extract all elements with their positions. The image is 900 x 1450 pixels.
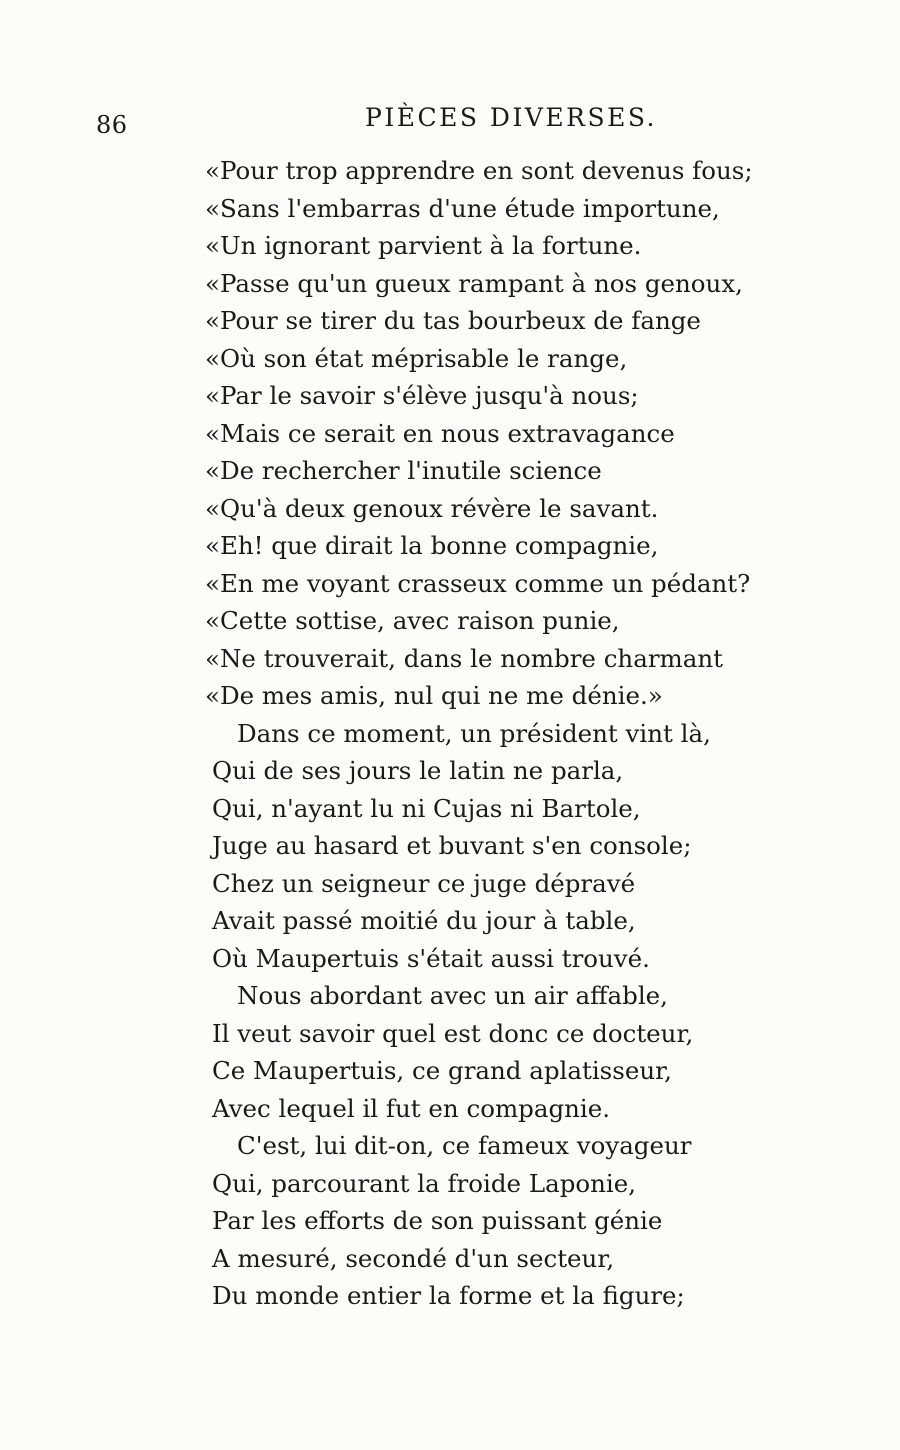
verse-line: «Par le savoir s'élève jusqu'à nous; [205,381,639,410]
verse-line: Ce Maupertuis, ce grand aplatisseur, [212,1056,672,1085]
verse-line: «Sans l'embarras d'une étude importune, [205,193,720,223]
verse-line: Avait passé moitié du jour à table, [212,906,636,935]
verse-line: «Pour se tirer du tas bourbeux de fange [205,306,701,335]
verse-line: «De rechercher l'inutile science [205,456,602,485]
verse-line: «Où son état méprisable le range, [205,343,628,373]
verse-line: «En me voyant crasseux comme un pédant? [205,568,751,598]
running-title: PIÈCES DIVERSES. [365,103,658,132]
verse-line: Juge au hasard et buvant s'en console; [212,831,692,860]
verse-line: Qui, n'ayant lu ni Cujas ni Bartole, [212,793,641,823]
verse-line: Chez un seigneur ce juge dépravé [212,868,636,898]
verse-line: Qui, parcourant la froide Laponie, [212,1168,637,1198]
verse-line: Qui de ses jours le latin ne parla, [212,756,624,785]
verse-line-indented: Dans ce moment, un président vint là, [237,718,711,748]
verse-line: «Pour trop apprendre en sont devenus fous; [205,156,753,185]
verse-line: «Eh! que dirait la bonne compagnie, [205,531,659,560]
verse-line: «Passe qu'un gueux rampant à nos genoux, [205,268,743,298]
page-number: 86 [96,111,128,139]
verse-line: A mesuré, secondé d'un secteur, [212,1243,615,1273]
verse-line: «Qu'à deux genoux révère le savant. [205,493,659,523]
verse-line: Du monde entier la forme et la figure; [212,1281,685,1310]
verse-line: «Mais ce serait en nous extravagance [205,418,675,448]
verse-line: Par les efforts de son puissant génie [212,1206,663,1235]
verse-line: Où Maupertuis s'était aussi trouvé. [212,943,650,973]
poem-text [205,152,765,1315]
verse-line-indented: C'est, lui dit-on, ce fameux voyageur [237,1131,692,1160]
verse-line: «Un ignorant parvient à la fortune. [205,231,642,260]
verse-line: «Ne trouverait, dans le nombre charmant [205,643,723,673]
verse-line: «De mes amis, nul qui ne me dénie.» [205,681,663,710]
verse-line: Avec lequel il fut en compagnie. [212,1093,611,1123]
verse-line-indented: Nous abordant avec un air affable, [237,981,668,1010]
verse-line: «Cette sottise, avec raison punie, [205,606,620,635]
verse-line: Il veut savoir quel est donc ce docteur, [212,1018,694,1048]
